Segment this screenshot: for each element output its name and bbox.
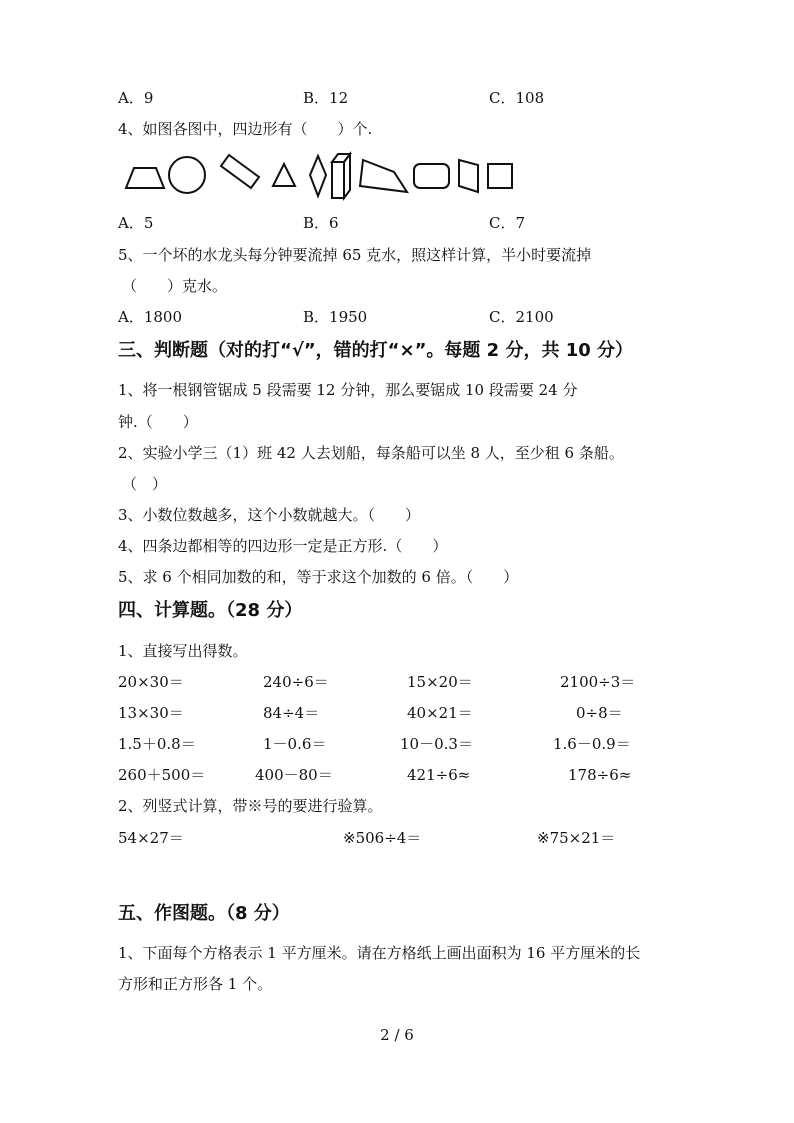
q5-option-c: C．2100	[489, 308, 554, 326]
q3-option-b: B．12	[303, 89, 349, 107]
q4-shape-figures	[118, 150, 518, 202]
judge-item-2: 2、实验小学三（1）班 42 人去划船，每条船可以坐 8 人，至少租 6 条船。	[118, 444, 624, 462]
section-4-title: 四、计算题。（28 分）	[118, 600, 303, 621]
cuboid-icon	[332, 154, 350, 198]
calc-cell: 15×20＝	[407, 673, 473, 691]
calc-cell: 400－80＝	[255, 766, 333, 784]
calc-cell: 10－0.3＝	[400, 735, 473, 753]
q5-option-a: A．1800	[118, 308, 183, 326]
square-icon	[488, 164, 512, 188]
vertical-calc-item: ※75×21＝	[537, 829, 616, 847]
q3-option-c: C．108	[489, 89, 545, 107]
tilted-rectangle-icon	[221, 155, 259, 188]
page-number: 2 / 6	[380, 1026, 414, 1044]
q5-line-1: 5、一个坏的水龙头每分钟要流掉 65 克水，照这样计算，半小时要流掉	[118, 246, 592, 264]
calc-cell: 20×30＝	[118, 673, 184, 691]
quadrilateral-icon	[360, 160, 407, 192]
judge-item-1: 1、将一根钢管锯成 5 段需要 12 分钟，那么要锯成 10 段需要 24 分	[118, 381, 578, 399]
calc-cell: 1.6－0.9＝	[553, 735, 631, 753]
section-5-title: 五、作图题。（8 分）	[118, 903, 290, 924]
parallelogram-icon	[459, 160, 478, 192]
calc-sub-2: 2、列竖式计算，带※号的要进行验算。	[118, 797, 383, 815]
rhombus-icon	[310, 156, 326, 196]
calc-cell: 2100÷3＝	[560, 673, 636, 691]
rounded-rectangle-icon	[414, 164, 449, 188]
triangle-icon	[273, 164, 295, 186]
q4-option-a: A．5	[118, 214, 154, 232]
judge-item-2-cont: （ ）	[122, 475, 168, 493]
q4-option-b: B．6	[303, 214, 339, 232]
q5-line-2: （ ）克水。	[122, 277, 228, 295]
drawing-item-1: 1、下面每个方格表示 1 平方厘米。请在方格纸上画出面积为 16 平方厘米的长	[118, 944, 641, 962]
calc-cell: 84÷4＝	[263, 704, 320, 722]
trapezoid-icon	[126, 168, 164, 188]
q4-text: 4、如图各图中，四边形有（ ）个.	[118, 120, 373, 138]
calc-cell: 0÷8＝	[576, 704, 623, 722]
calc-cell: 40×21＝	[407, 704, 473, 722]
q4-option-c: C．7	[489, 214, 526, 232]
calc-sub-1: 1、直接写出得数。	[118, 642, 248, 660]
calc-cell: 178÷6≈	[568, 766, 632, 784]
drawing-item-1-cont: 方形和正方形各 1 个。	[118, 975, 273, 993]
q5-option-b: B．1950	[303, 308, 368, 326]
calc-cell: 13×30＝	[118, 704, 184, 722]
judge-item-1-cont: 钟.（ ）	[118, 413, 198, 431]
section-3-title: 三、判断题（对的打“√”，错的打“×”。每题 2 分，共 10 分）	[118, 340, 634, 361]
calc-cell: 1.5＋0.8＝	[118, 735, 196, 753]
calc-cell: 240÷6＝	[263, 673, 329, 691]
vertical-calc-item: 54×27＝	[118, 829, 184, 847]
judge-item-5: 5、求 6 个相同加数的和，等于求这个加数的 6 倍。（ ）	[118, 568, 519, 586]
calc-cell: 421÷6≈	[407, 766, 471, 784]
q3-option-a: A．9	[118, 89, 154, 107]
vertical-calc-item: ※506÷4＝	[343, 829, 422, 847]
calc-cell: 260＋500＝	[118, 766, 206, 784]
calc-cell: 1－0.6＝	[263, 735, 327, 753]
judge-item-4: 4、四条边都相等的四边形一定是正方形.（ ）	[118, 537, 448, 555]
circle-icon	[169, 157, 205, 193]
judge-item-3: 3、小数位数越多，这个小数就越大。（ ）	[118, 506, 421, 524]
